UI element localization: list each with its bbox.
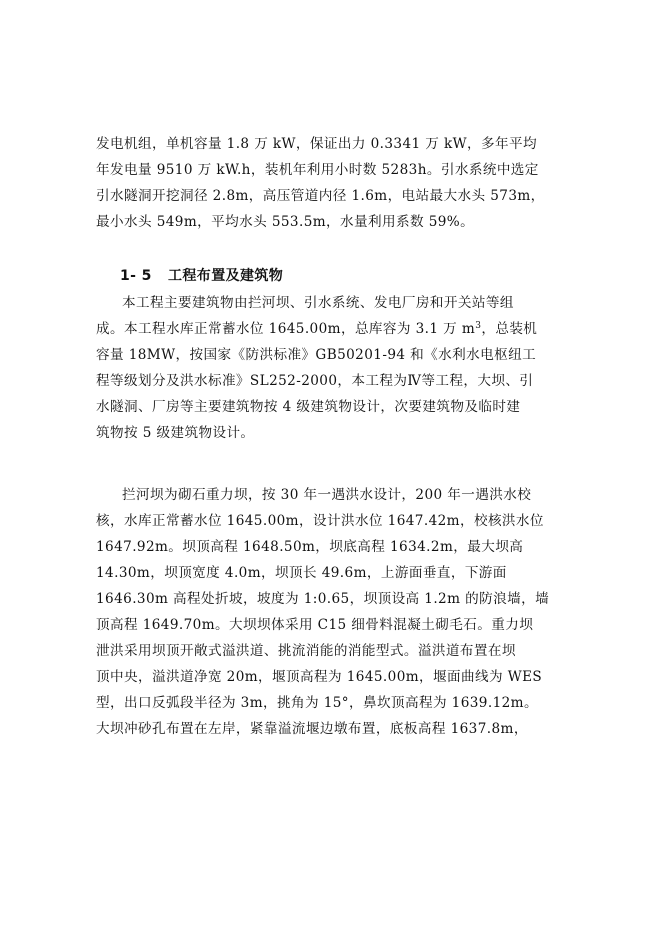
text-line: 筑物按 5 级建筑物设计。 [96,425,255,441]
text-line: 拦河坝为砌石重力坝，按 30 年一遇洪水设计，200 年一遇洪水校 [122,487,532,503]
text-line: 发电机组，单机容量 1.8 万 kW，保证出力 0.3341 万 kW，多年平均 [96,136,537,152]
text-line: 年发电量 9510 万 kW.h，装机年利用小时数 5283h。引水系统中选定 [96,162,539,178]
text-fragment: ，总装机 [481,321,538,337]
section-heading [96,263,566,289]
text-line: 顶中央，溢洪道净宽 20m，堰顶高程为 1645.00m，堰面曲线为 WES [96,669,543,685]
text-line: 程等级划分及洪水标准》SL252-2000，本工程为Ⅳ等工程，大坝、引 [96,373,534,389]
text-line: 最小水头 549m，平均水头 553.5m，水量利用系数 59%。 [96,214,475,230]
text-line: 1647.92m。坝顶高程 1648.50m，坝底高程 1634.2m，最大坝高 [96,539,524,555]
superscript: 3 [475,321,482,331]
section-title: 工程布置及建筑物 [168,268,284,284]
text-line: 水隧洞、厂房等主要建筑物按 4 级建筑物设计，次要建筑物及临时建 [96,399,521,415]
paragraph-layout [96,290,566,446]
text-line: 泄洪采用坝顶开敞式溢洪道、挑流消能的消能型式。溢洪道布置在坝 [96,643,516,659]
text-line: 1646.30m 高程处折坡，坡度为 1:0.65，坝顶设高 1.2m 的防浪墙，墙 [96,591,550,607]
section-number: 1- 5 [120,268,152,284]
text-line [96,316,566,342]
text-line: 顶高程 1649.70m。大坝坝体采用 C15 细骨料混凝土砌毛石。重力坝 [96,617,534,633]
text-line: 引水隧洞开挖洞径 2.8m，高压管道内径 1.6m，电站最大水头 573m， [96,188,545,204]
text-line: 大坝冲砂孔布置在左岸，紧靠溢流堰边墩布置，底板高程 1637.8m， [96,721,528,737]
paragraph-dam [96,482,566,742]
text-section-generation [96,131,566,235]
section-heading-line [96,263,566,289]
text-line: 本工程主要建筑物由拦河坝、引水系统、发电厂房和开关站等组 [122,295,514,311]
text-line: 型，出口反弧段半径为 3m，挑角为 15°，鼻坎顶高程为 1639.12m。 [96,695,538,711]
text-line: 容量 18MW，按国家《防洪标准》GB50201-94 和《水利水电枢纽工 [96,347,537,363]
text-fragment: 成。本工程水库正常蓄水位 1645.00m，总库容为 3.1 万 m [96,321,476,337]
text-line: 14.30m，坝顶宽度 4.0m，坝顶长 49.6m，上游面垂直，下游面 [96,565,507,581]
text-line: 核，水库正常蓄水位 1645.00m，设计洪水位 1647.42m，校核洪水位 [96,513,544,529]
